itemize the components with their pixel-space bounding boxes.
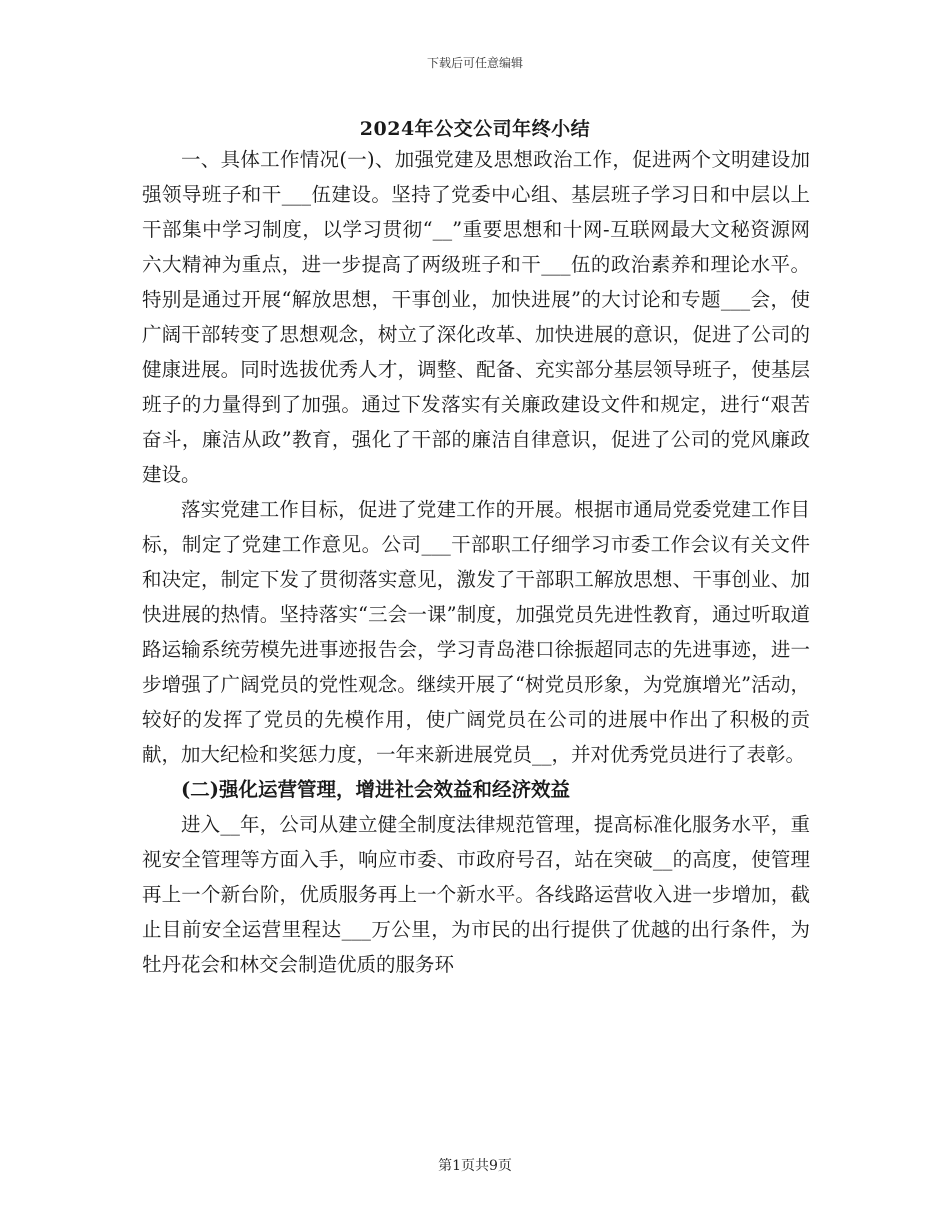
paragraph-1: 一、具体工作情况(一)、加强党建及思想政治工作，促进两个文明建设加强领导班子和干___伍建设。坚持了党委中心组、基层班子学习日和中层以上干部集中学习制度，以学习贯彻“__”重要思想和十网-互联网最大文秘资源网六大精神为重点，进一步提高了两级班子和干___伍的政治素养和理论水平。特别是通过开展“解放思想，干事创业，加快进展”的大讨论和专题___会，使广阔干部转变了思想观念，树立了深化改革、加快进展的意识，促进了公司的健康进展。同时选拔优秀人才，调整、配备、充实部分基层领导班子，使基层班子的力量得到了加强。通过下发落实有关廉政建设文件和规定，进行“艰苦奋斗，廉洁从政”教育，强化了干部的廉洁自律意识，促进了公司的党风廉政建设。 bbox=[142, 148, 810, 486]
paragraph-3: 进入__年，公司从建立健全制度法律规范管理，提高标准化服务水平，重视安全管理等方面入手，响应市委、市政府号召，站在突破__的高度，使管理再上一个新台阶，优质服务再上一个新水平。各线路运营收入进一步增加，截止目前安全运营里程达___万公里，为市民的出行提供了优越的出行条件，为牡丹花会和林交会制造优质的服务环 bbox=[142, 813, 810, 976]
paragraph-2: 落实党建工作目标，促进了党建工作的开展。根据市通局党委党建工作目标，制定了党建工作意见。公司___干部职工仔细学习市委工作会议有关文件和决定，制定下发了贯彻落实意见，激发了干部职工解放思想、干事创业、加快进展的热情。坚持落实“三会一课”制度，加强党员先进性教育，通过听取道路运输系统劳模先进事迹报告会，学习青岛港口徐振超同志的先进事迹，进一步增强了广阔党员的党性观念。继续开展了“树党员形象，为党旗增光”活动，较好的发挥了党员的先模作用，使广阔党员在公司的进展中作出了积极的贡献，加大纪检和奖惩力度，一年来新进展党员__，并对优秀党员进行了表彰。 bbox=[142, 498, 810, 766]
section-heading: (二)强化运营管理，增进社会效益和经济效益 bbox=[181, 778, 570, 801]
header-note: 下载后可任意编辑 bbox=[426, 56, 523, 70]
document-title: 2024年公交公司年终小结 bbox=[359, 118, 591, 140]
document-body bbox=[142, 142, 810, 982]
page-number: 第1页共9页 bbox=[438, 1158, 512, 1174]
